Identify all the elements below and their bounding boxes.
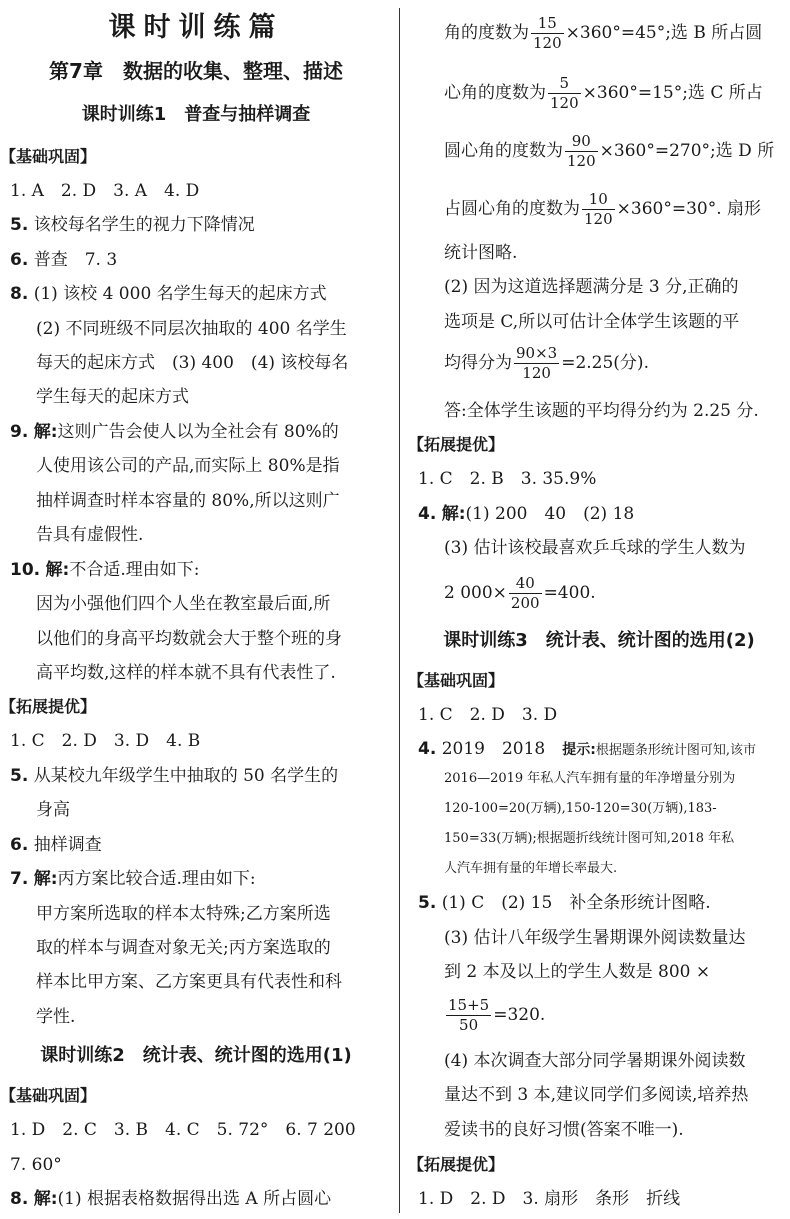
s1-ext-7-line4: 样本比甲方案、乙方案更具有代表性和科 — [36, 972, 342, 992]
s3-hint-line5: 人汽车拥有量的年增长率最大. — [444, 861, 618, 876]
section-1-heading: 课时训练1 普查与抽样调查 — [81, 104, 311, 125]
basic-tag-3: 【基础巩固】 — [408, 671, 505, 690]
s3-hint-line2: 2016—2019 年私人汽车拥有量的年净增量分别为 — [444, 771, 736, 786]
s1-basic-10-line2: 因为小强他们四个人坐在教室最后面,所 — [36, 594, 331, 614]
s1-ext-7-line2: 甲方案所选取的样本太特殊;乙方案所选 — [36, 904, 331, 924]
fraction-40-200: $\frac{40}{200}$ — [510, 574, 540, 612]
r-line-7: 选项是 C,所以可估计全体学生该题的平 — [444, 312, 740, 332]
r-line-5: 统计图略. — [444, 243, 518, 263]
ext-tag-2: 【拓展提优】 — [408, 435, 505, 454]
s1-basic-9-line3: 抽样调查时样本容量的 80%,所以这则广 — [36, 491, 340, 511]
r-line-3: 圆心角的度数为 $\frac{90}{120}$ ×360°=270°;选 D 所 — [444, 132, 775, 170]
s1-basic-10-line3: 以他们的身高平均数就会大于整个班的身 — [36, 629, 342, 649]
page-title: 课时训练篇 — [108, 12, 284, 43]
s1-basic-10: 10. 解:不合适.理由如下: — [10, 560, 200, 580]
fraction-15-120: $\frac{15}{120}$ — [533, 14, 562, 52]
fraction-10-120: $\frac{10}{120}$ — [584, 190, 613, 228]
r-line-9: 答:全体学生该题的平均得分约为 2.25 分. — [444, 401, 759, 421]
s3-basic-5-line5: (4) 本次调查大部分同学暑期课外阅读数 — [444, 1051, 746, 1071]
s1-ext-7: 7. 解:丙方案比较合适.理由如下: — [10, 869, 256, 889]
s3-basic-5: 5. (1) C (2) 15 补全条形统计图略. — [418, 893, 711, 913]
fraction-20-50: $\frac{15+5}{50}$ — [448, 996, 490, 1034]
fraction-270-120: $\frac{90\times 3}{120}$ — [516, 344, 558, 382]
fraction-5-120: $\frac{5}{120}$ — [550, 74, 579, 112]
chapter-heading: 第7章 数据的收集、整理、描述 — [49, 59, 343, 83]
s1-ext-5-line2: 身高 — [36, 800, 70, 820]
r-line-4: 占圆心角的度数为 $\frac{10}{120}$ ×360°=30°. 扇形 — [444, 190, 762, 228]
s3-basic-5-line2: (3) 估计八年级学生暑期课外阅读数量达 — [444, 928, 746, 948]
s3-basic-5-line3: 到 2 本及以上的学生人数是 800 × — [444, 962, 711, 982]
s1-ext-6: 6. 抽样调查 — [10, 835, 102, 855]
s1-ext-7-line5: 学性. — [36, 1007, 76, 1027]
s1-basic-9: 9. 解:这则广告会使人以为全社会有 80%的 — [10, 422, 339, 442]
ext-tag-3: 【拓展提优】 — [408, 1155, 505, 1174]
s1-basic-10-line4: 高平均数,这样的样本就不具有代表性了. — [36, 663, 336, 683]
s2-basic-8: 8. 解:(1) 根据表格数据得出选 A 所占圆心 — [10, 1189, 332, 1209]
s2-basic-1-6: 1. D 2. C 3. B 4. C 5. 72° 6. 7 200 — [10, 1120, 356, 1140]
s2-ext-1-3: 1. C 2. B 3. 35.9% — [418, 469, 597, 489]
s1-ext-7-line3: 取的样本与调查对象无关;丙方案选取的 — [36, 938, 331, 958]
basic-tag-2: 【基础巩固】 — [0, 1086, 97, 1105]
ext-tag-1: 【拓展提优】 — [0, 697, 97, 716]
fraction-90-120: $\frac{90}{120}$ — [567, 132, 596, 170]
s3-basic-5-line7: 爱读书的良好习惯(答案不唯一). — [444, 1120, 684, 1140]
s1-basic-8-line2: (2) 不同班级不同层次抽取的 400 名学生 — [36, 319, 347, 339]
basic-tag-1: 【基础巩固】 — [0, 147, 97, 166]
s2-ext-4: 4. 解:(1) 200 40 (2) 18 — [418, 504, 635, 524]
r-line-2: 心角的度数为 $\frac{5}{120}$ ×360°=15°;选 C 所占 — [444, 74, 763, 112]
s3-hint-line3: 120-100=20(万辆),150-120=30(万辆),183- — [444, 801, 717, 816]
s2-ext-4-line3: 2 000× $\frac{40}{200}$ =400. — [444, 574, 596, 612]
s1-basic-8: 8. (1) 该校 4 000 名学生每天的起床方式 — [10, 284, 327, 304]
s1-basic-1-4: 1. A 2. D 3. A 4. D — [10, 181, 200, 201]
s1-basic-8-line3: 每天的起床方式 (3) 400 (4) 该校每名 — [36, 353, 349, 373]
section-3-heading: 课时训练3 统计表、统计图的选用(2) — [443, 630, 755, 651]
s3-hint-line4: 150=33(万辆);根据题折线统计图可知,2018 年私 — [444, 831, 735, 846]
s1-basic-9-line2: 人使用该公司的产品,而实际上 80%是指 — [36, 456, 340, 476]
s3-basic-5-line4: $\frac{15+5}{50}$ =320. — [448, 996, 546, 1034]
s1-basic-8-line4: 学生每天的起床方式 — [36, 387, 189, 407]
s1-ext-5: 5. 从某校九年级学生中抽取的 50 名学生的 — [10, 766, 339, 786]
column-divider — [399, 8, 400, 1213]
section-2-heading: 课时训练2 统计表、统计图的选用(1) — [40, 1045, 352, 1066]
s3-basic-4: 4. 2019 2018 提示:根据题条形统计图可知,该市 — [418, 739, 756, 759]
r-line-8: 均得分为 $\frac{90\times 3}{120}$ =2.25(分). — [444, 344, 649, 382]
s1-ext-1-4: 1. C 2. D 3. D 4. B — [10, 731, 201, 751]
s2-basic-7: 7. 60° — [10, 1155, 62, 1175]
s2-ext-4-line2: (3) 估计该校最喜欢乒乓球的学生人数为 — [444, 538, 746, 558]
s3-ext-1-3: 1. D 2. D 3. 扇形 条形 折线 — [418, 1189, 681, 1209]
s1-basic-5: 5. 该校每名学生的视力下降情况 — [10, 215, 255, 235]
r-line-1: 角的度数为 $\frac{15}{120}$ ×360°=45°;选 B 所占圆 — [444, 14, 763, 52]
r-line-6: (2) 因为这道选择题满分是 3 分,正确的 — [444, 277, 739, 297]
s3-basic-1-3: 1. C 2. D 3. D — [418, 705, 558, 725]
s1-basic-6-7: 6. 普查 7. 3 — [10, 250, 118, 270]
s3-basic-5-line6: 量达不到 3 本,建议同学们多阅读,培养热 — [444, 1085, 749, 1105]
s1-basic-9-line4: 告具有虚假性. — [36, 525, 144, 545]
